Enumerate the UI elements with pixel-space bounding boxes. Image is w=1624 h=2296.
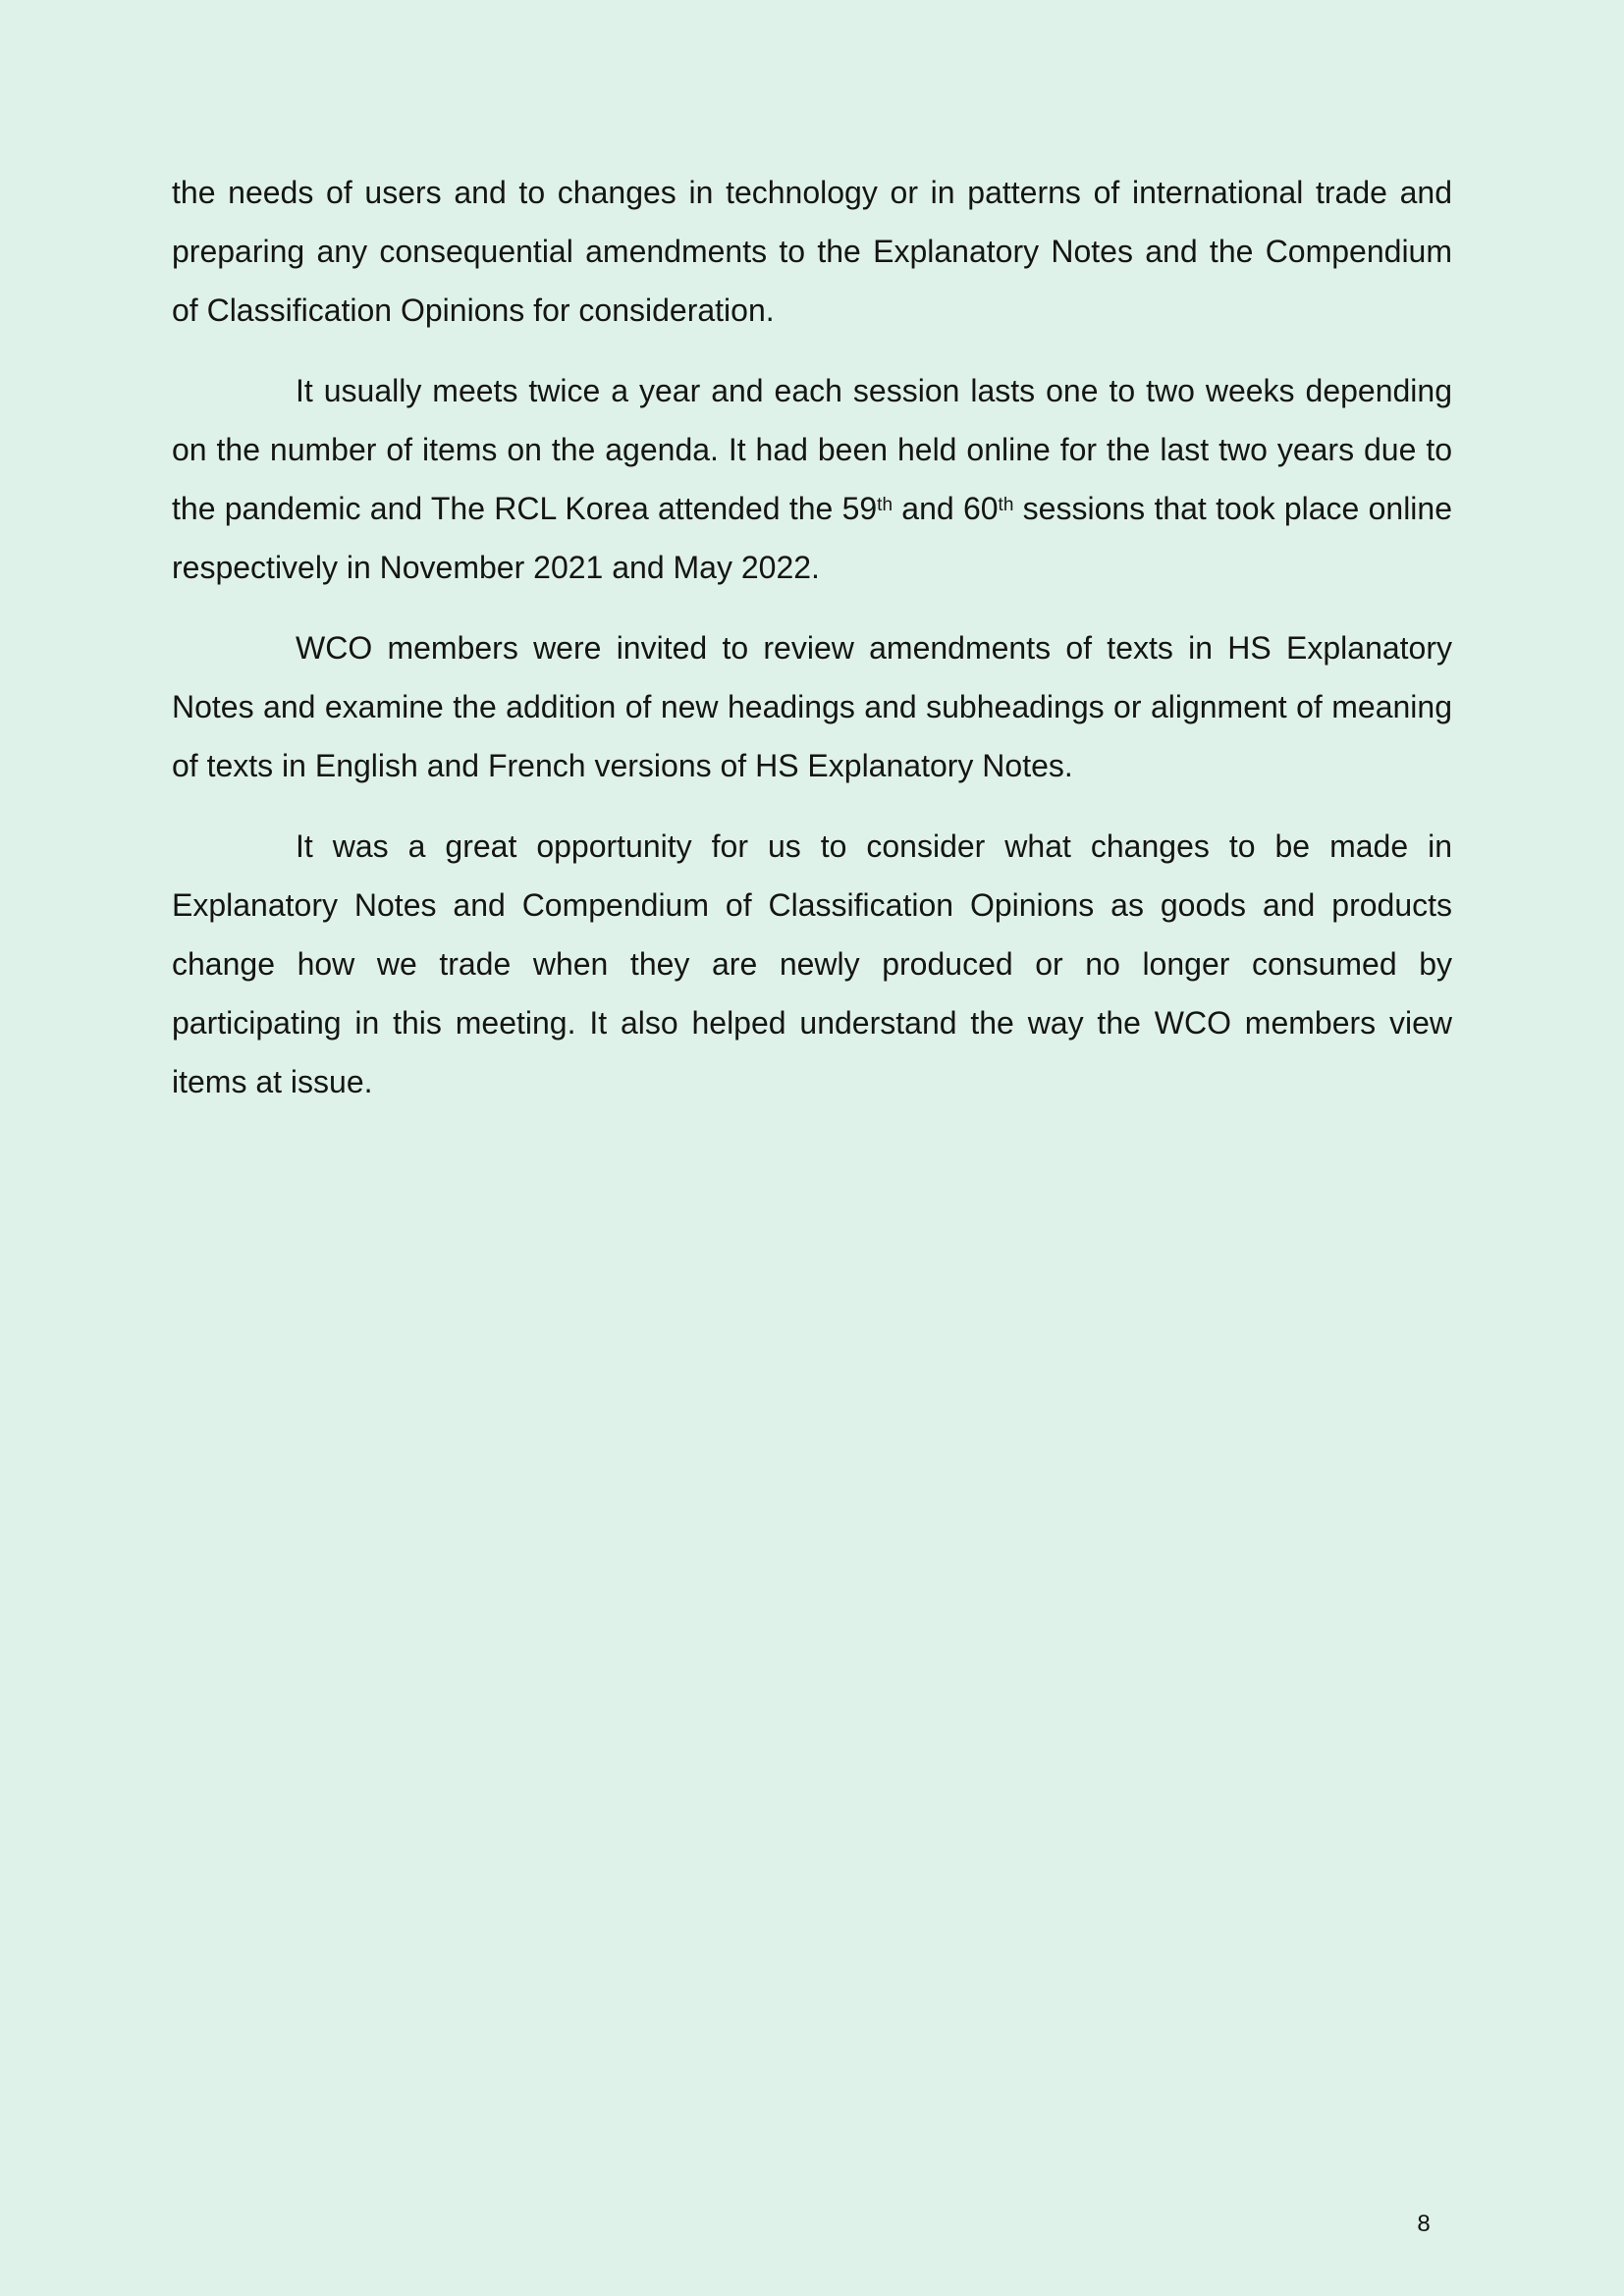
page-number: 8 <box>1417 2211 1431 2237</box>
document-body <box>172 163 1452 1133</box>
ordinal-superscript: th <box>877 495 893 516</box>
paragraph-text-part: sessions that took place online respectively in November 2021 and May 2022. <box>172 491 1452 585</box>
paragraph-opportunity: It was a great opportunity for us to consider what changes to be made in Explanatory Notes and Compendium of Classification Opinions as goods and products change how we trade when they are newly produced or no longer consumed by participating in this meeting. It also helped understand the way the WCO members view items at issue. <box>172 828 1452 1099</box>
paragraph-text-part: and 60 <box>893 491 999 526</box>
paragraph-wco-review: WCO members were invited to review amendments of texts in HS Explanatory Notes and examine the addition of new headings and subheadings or alignment of meaning of texts in English and French versions of HS Explanatory Notes. <box>172 630 1452 783</box>
paragraph-text-part: It usually meets twice a year and each session lasts one to two weeks depending on the number of items on the agenda. It had been held online for the last two years due to the pandemic and The RCL Korea attended the 59 <box>172 373 1452 526</box>
paragraph-continued: the needs of users and to changes in technology or in patterns of international trade and preparing any consequential amendments to the Explanatory Notes and the Compendium of Classification Opinions for consideration. <box>172 175 1452 328</box>
ordinal-superscript: th <box>998 495 1014 516</box>
paragraph-meeting-frequency <box>172 361 1452 597</box>
